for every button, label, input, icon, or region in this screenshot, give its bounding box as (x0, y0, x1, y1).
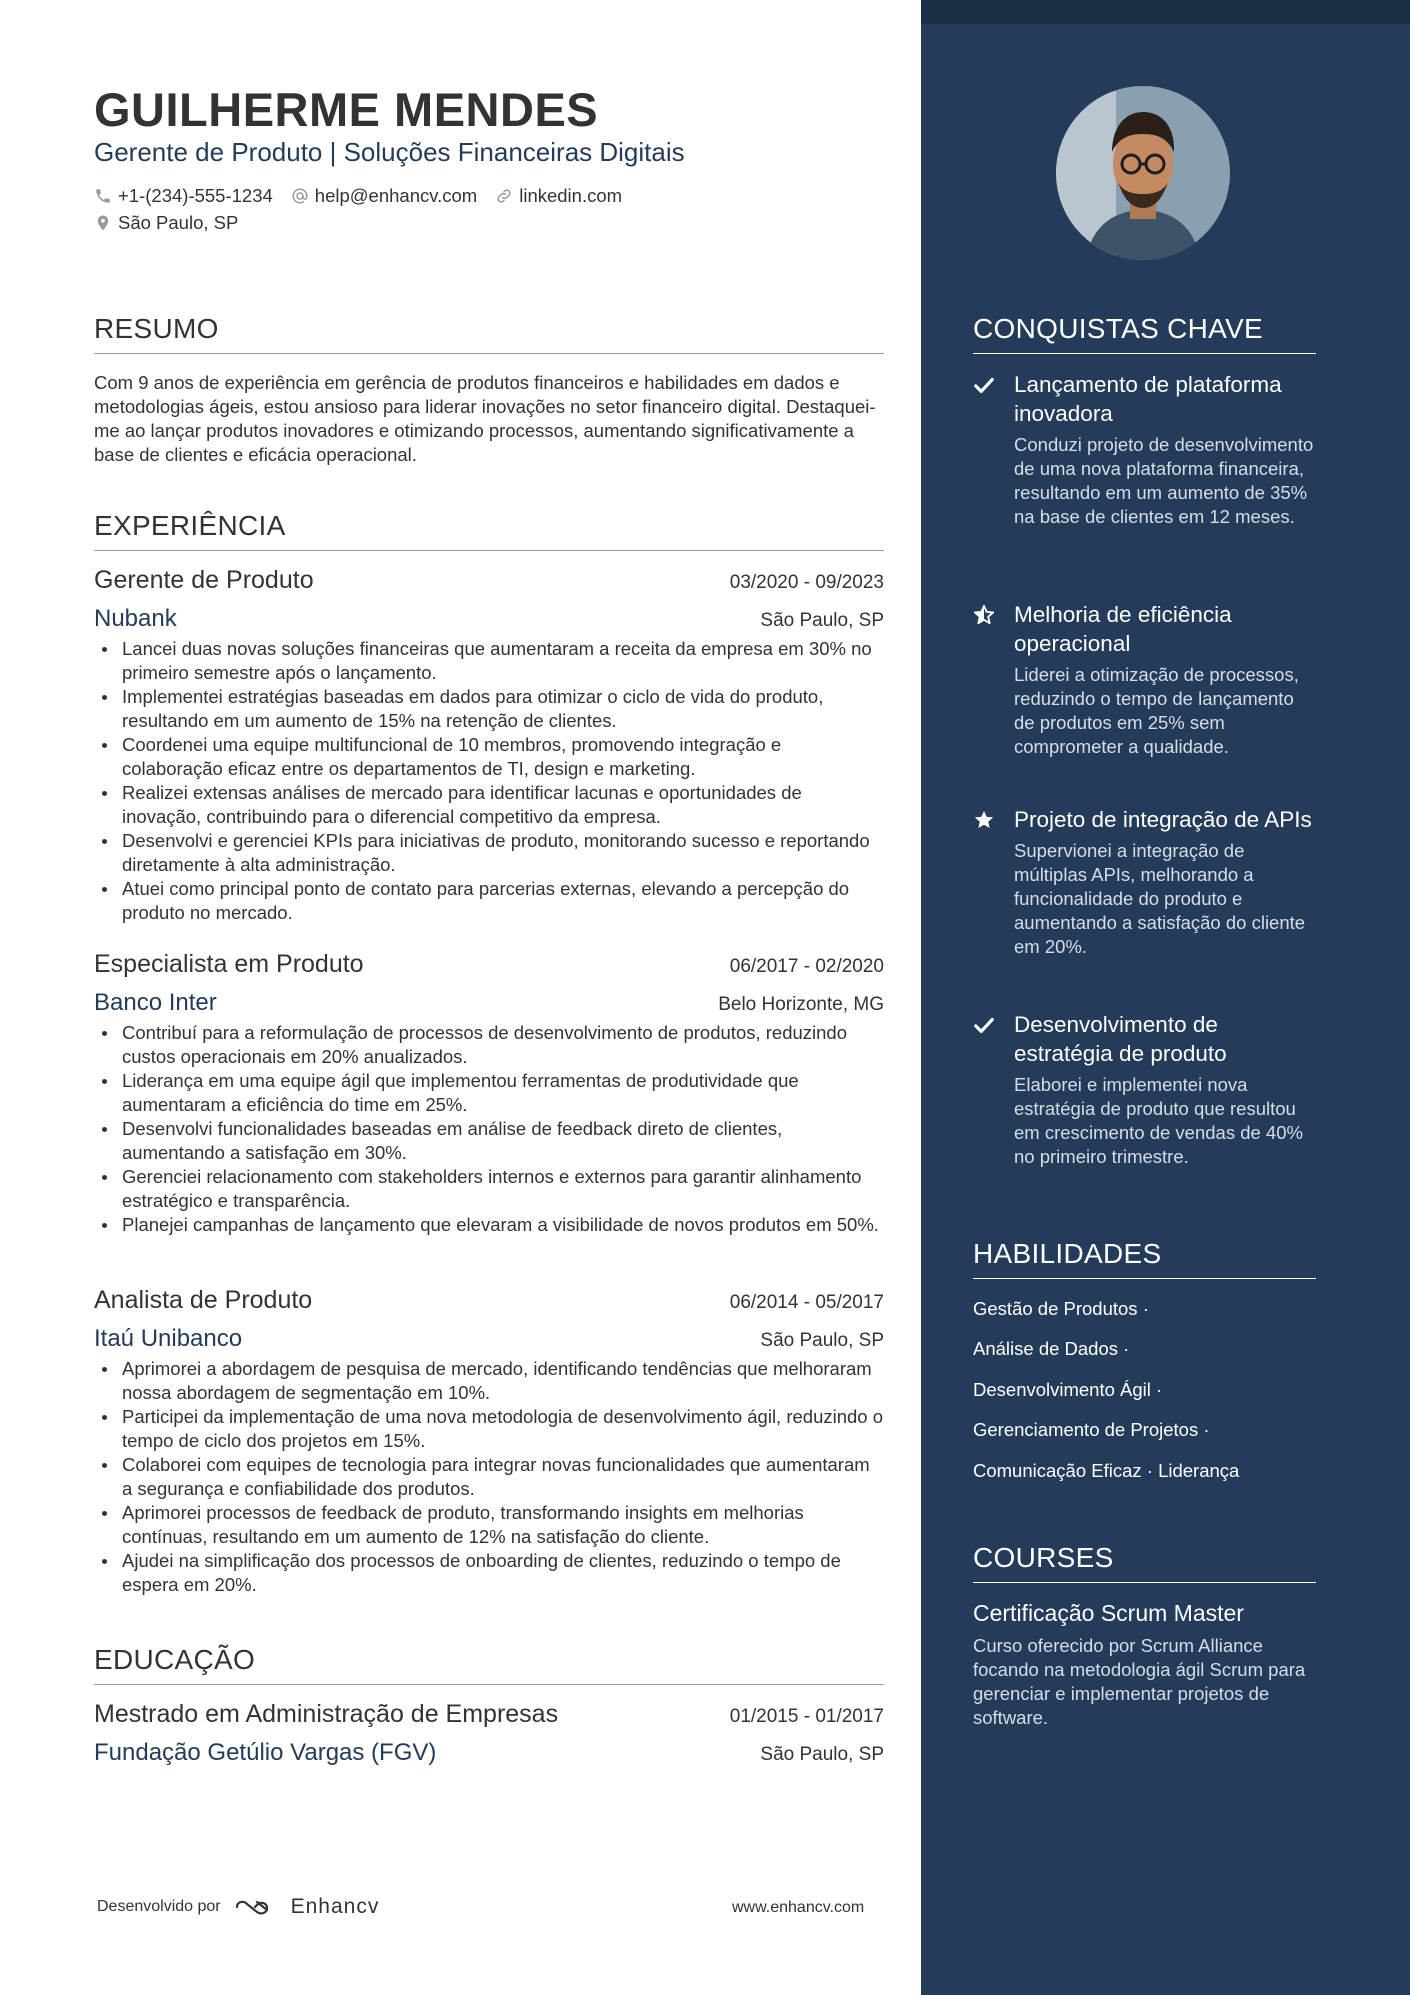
phone-text: +1-(234)-555-1234 (118, 185, 273, 206)
check-icon (973, 374, 995, 396)
contact-email (291, 185, 477, 207)
achievement-title: Lançamento de plataforma inovadora (1014, 372, 1282, 426)
job-entry (94, 1286, 884, 1597)
job-entry (94, 566, 884, 925)
job-bullet: Desenvolvi funcionalidades baseadas em análise de feedback direto de clientes, aumentando a satisfação em 30%. (94, 1117, 884, 1165)
email-link[interactable]: help@enhancv.com (314, 185, 478, 206)
at-icon (291, 187, 309, 205)
job-bullet: Aprimorei processos de feedback de produto, transformando insights em melhorias contínuas, resultando em um aumento de 12% na satisfação do cliente. (94, 1501, 884, 1549)
job-company: Banco Inter (94, 989, 217, 1016)
footer-branding (97, 1895, 379, 1919)
location-text: São Paulo, SP (118, 212, 239, 233)
courses-heading: COURSES (973, 1542, 1316, 1583)
achievement-item (973, 1010, 1318, 1169)
achievement-desc: Liderei a otimização de processos, reduzindo o tempo de lançamento de produtos em 25% sem comprometer a qualidade. (1014, 664, 1299, 757)
phone-icon (94, 187, 112, 205)
job-dates: 06/2017 - 02/2020 (729, 956, 884, 977)
skill-item: Comunicação Eficaz · Liderança (973, 1460, 1240, 1481)
job-bullets (94, 1357, 884, 1597)
achievement-desc: Supervionei a integração de múltiplas APIs, melhorando a funcionalidade do produto e aumentando a satisfação do cliente em 20%. (1014, 840, 1306, 957)
experience-heading: EXPERIÊNCIA (94, 510, 884, 551)
education-dates: 01/2015 - 01/2017 (729, 1706, 884, 1727)
skill-item: Desenvolvimento Ágil · (973, 1379, 1163, 1400)
achievement-item (973, 805, 1318, 959)
job-bullet: Liderança em uma equipe ágil que implementou ferramentas de produtividade que aumentaram a eficiência do time em 25%. (94, 1069, 884, 1117)
job-entry (94, 950, 884, 1237)
star-icon (973, 809, 995, 831)
check-icon (973, 1014, 995, 1036)
brand-name: Enhancv (290, 1895, 380, 1918)
job-bullet: Participei da implementação de uma nova metodologia de desenvolvimento ágil, reduzindo o tempo de ciclo dos projetos em 15%. (94, 1405, 884, 1453)
education-location: São Paulo, SP (760, 1744, 884, 1765)
achievement-desc: Conduzi projeto de desenvolvimento de uma nova plataforma financeira, resultando em um aumento de 35% na base de clientes em 12 meses. (1014, 434, 1314, 527)
job-dates: 06/2014 - 05/2017 (729, 1292, 884, 1313)
job-location: São Paulo, SP (760, 610, 884, 631)
course-desc: Curso oferecido por Scrum Alliance focando na metodologia ágil Scrum para gerenciar e implementar projetos de software. (973, 1635, 1306, 1728)
job-bullet: Ajudei na simplificação dos processos de onboarding de clientes, reduzindo o tempo de espera em 20%. (94, 1549, 884, 1597)
job-bullet: Gerenciei relacionamento com stakeholders internos e externos para garantir alinhamento estratégico e transparência. (94, 1165, 884, 1213)
candidate-name: GUILHERME MENDES (94, 83, 599, 136)
achievement-title: Projeto de integração de APIs (1014, 807, 1312, 832)
job-role: Analista de Produto (94, 1286, 313, 1314)
skills-heading: HABILIDADES (973, 1238, 1316, 1279)
education-entry (94, 1700, 884, 1767)
achievement-item (973, 370, 1318, 529)
location-row (94, 212, 256, 234)
achievements-heading: CONQUISTAS CHAVE (973, 313, 1316, 354)
achievement-title: Desenvolvimento de estratégia de produto (1014, 1012, 1227, 1066)
job-dates: 03/2020 - 09/2023 (729, 572, 884, 593)
job-bullet: Coordenei uma equipe multifuncional de 10 membros, promovendo integração e colaboração eficaz entre os departamentos de TI, design e marketing. (94, 733, 884, 781)
job-bullet: Lancei duas novas soluções financeiras que aumentaram a receita da empresa em 30% no primeiro semestre após o lançamento. (94, 637, 884, 685)
job-company: Itaú Unibanco (94, 1325, 243, 1352)
job-bullet: Aprimorei a abordagem de pesquisa de mercado, identificando tendências que melhoraram nossa abordagem de segmentação em 10%. (94, 1357, 884, 1405)
job-bullet: Realizei extensas análises de mercado para identificar lacunas e oportunidades de inovação, contribuindo para o diferencial competitivo da empresa. (94, 781, 884, 829)
job-bullet: Atuei como principal ponto de contato para parcerias externas, elevando a percepção do produto no mercado. (94, 877, 884, 925)
footer-website[interactable]: www.enhancv.com (732, 1899, 865, 1916)
job-bullet: Colaborei com equipes de tecnologia para integrar novas funcionalidades que aumentaram a segurança e confiabilidade dos produtos. (94, 1453, 884, 1501)
location-pin-icon (94, 214, 112, 232)
job-bullets (94, 637, 884, 925)
education-school: Fundação Getúlio Vargas (FGV) (94, 1739, 437, 1766)
summary-heading: RESUMO (94, 313, 884, 354)
job-company: Nubank (94, 605, 177, 632)
profile-photo (1056, 86, 1230, 260)
link-icon (495, 187, 513, 205)
contact-linkedin (495, 185, 622, 207)
achievement-title: Melhoria de eficiência operacional (1014, 602, 1232, 656)
achievement-item (973, 600, 1318, 759)
skill-item: Análise de Dados · (973, 1338, 1130, 1359)
job-location: São Paulo, SP (760, 1330, 884, 1351)
job-bullet: Desenvolvi e gerenciei KPIs para iniciativas de produto, monitorando sucesso e reportando diretamente à alta administração. (94, 829, 884, 877)
course-title: Certificação Scrum Master (973, 1600, 1244, 1626)
candidate-title: Gerente de Produto | Soluções Financeiras Digitais (94, 137, 685, 167)
summary-text: Com 9 anos de experiência em gerência de produtos financeiros e habilidades em dados e metodologias ágeis, estou ansioso para liderar inovações no setor financeiro digital. Destaquei-me ao lançar produtos inovadores e otimizando processos, aumentando significativamente a base de clientes e eficácia operacional. (94, 372, 876, 465)
developed-by-text: Desenvolvido por (97, 1898, 221, 1915)
sidebar-top-bar (921, 0, 1410, 24)
job-bullets (94, 1021, 884, 1237)
job-bullet: Planejei campanhas de lançamento que elevaram a visibilidade de novos produtos em 50%. (94, 1213, 884, 1237)
contact-location (94, 212, 238, 234)
contact-row (94, 185, 640, 207)
education-heading: EDUCAÇÃO (94, 1644, 884, 1685)
linkedin-link[interactable]: linkedin.com (519, 185, 623, 206)
skill-item: Gerenciamento de Projetos · (973, 1419, 1210, 1440)
job-role: Especialista em Produto (94, 950, 364, 978)
contact-phone (94, 185, 273, 207)
job-bullet: Contribuí para a reformulação de processos de desenvolvimento de produtos, reduzindo custos operacionais em 20% anualizados. (94, 1021, 884, 1069)
job-location: Belo Horizonte, MG (718, 994, 884, 1015)
achievement-desc: Elaborei e implementei nova estratégia de produto que resultou em crescimento de vendas de 40% no primeiro trimestre. (1014, 1074, 1303, 1167)
job-bullet: Implementei estratégias baseadas em dados para otimizar o ciclo de vida do produto, resultando em um aumento de 15% na retenção de clientes. (94, 685, 884, 733)
enhancv-logo-icon (233, 1895, 281, 1919)
education-degree: Mestrado em Administração de Empresas (94, 1700, 559, 1728)
skill-item: Gestão de Produtos · (973, 1298, 1149, 1319)
half-star-icon (973, 604, 995, 626)
job-role: Gerente de Produto (94, 566, 314, 594)
